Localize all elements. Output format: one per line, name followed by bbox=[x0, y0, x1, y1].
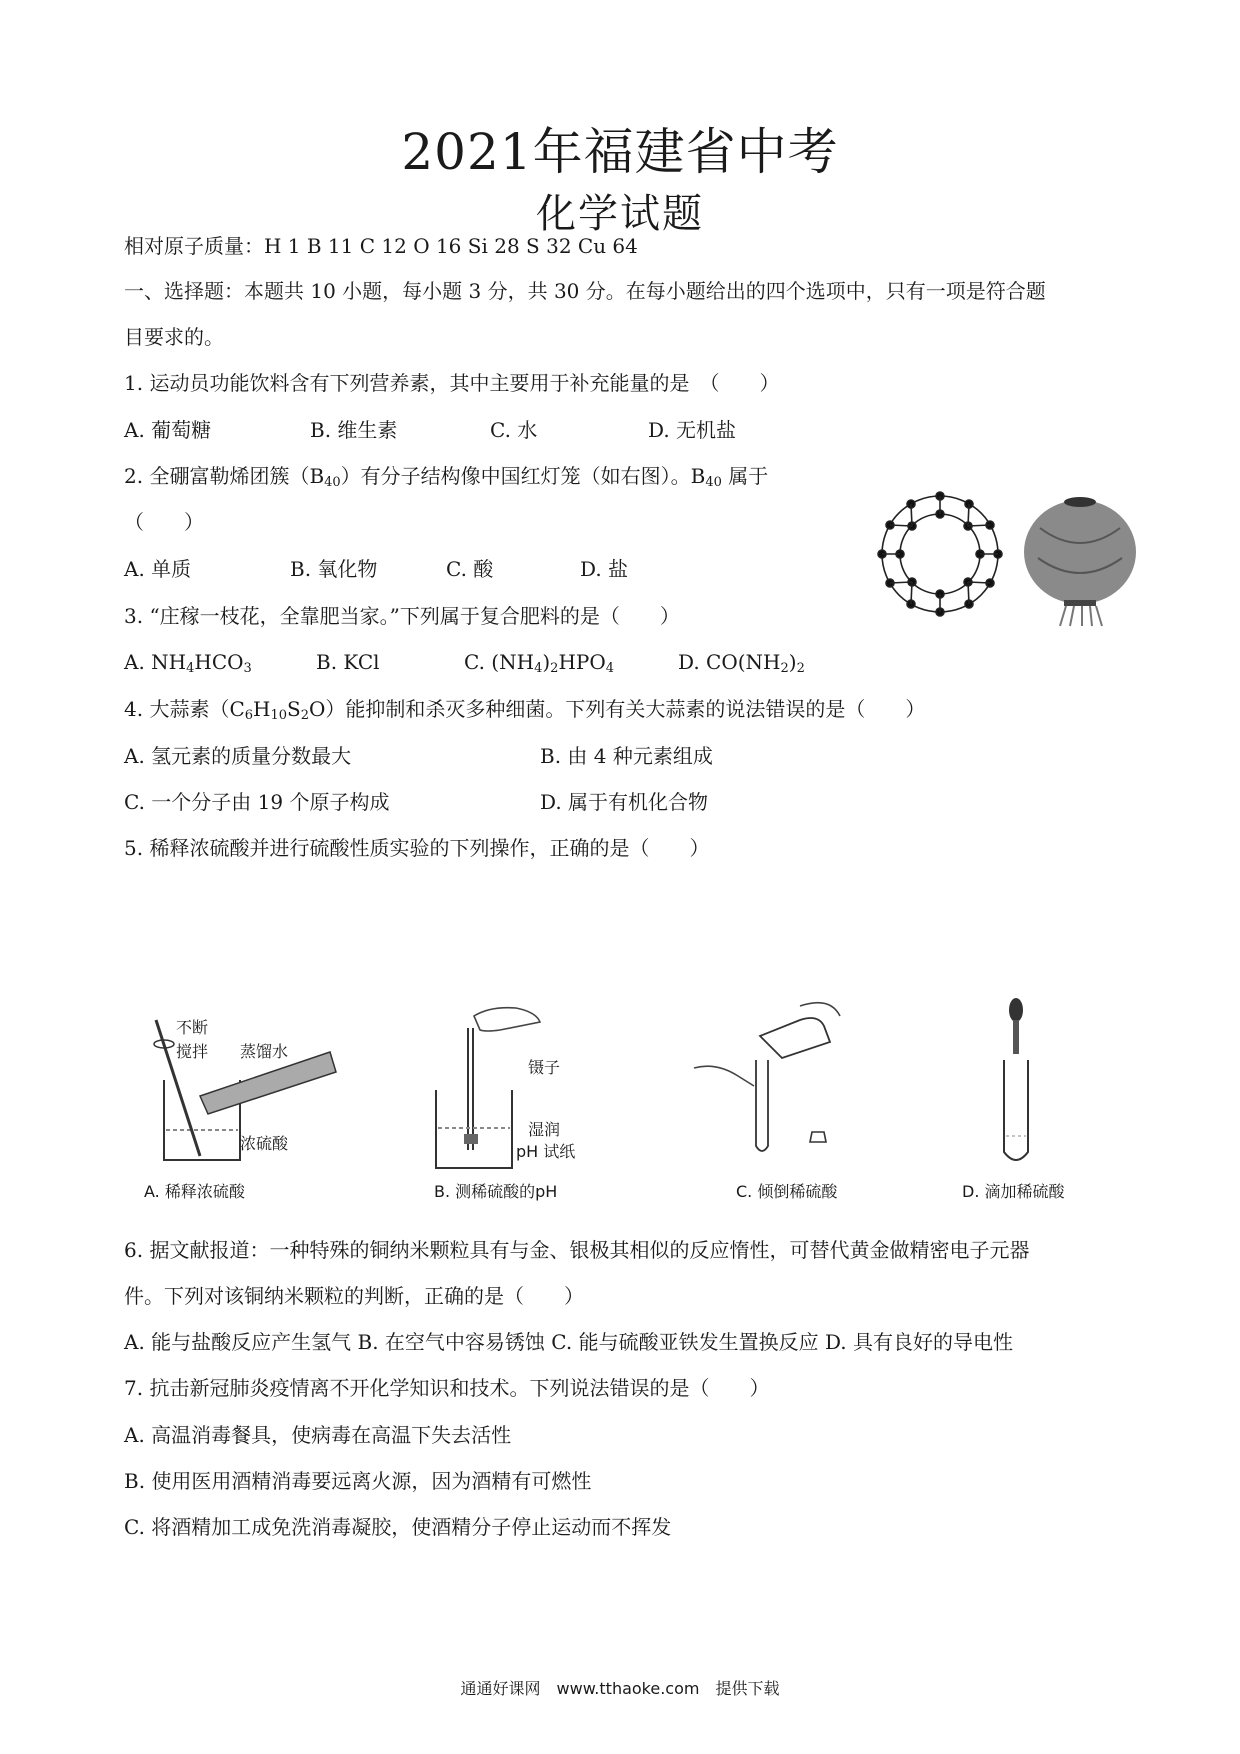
q4-option-a: A. 氢元素的质量分数最大 bbox=[124, 744, 352, 768]
ph-paper-icon bbox=[464, 1134, 478, 1144]
q5-caption-c: C. 倾倒稀硫酸 bbox=[736, 1182, 838, 1201]
q5-stem: 5. 稀释浓硫酸并进行硫酸性质实验的下列操作，正确的是（ ） bbox=[124, 836, 710, 860]
test-tube-icon bbox=[1004, 1060, 1028, 1160]
q6-line1: 6. 据文献报道：一种特殊的铜纳米颗粒具有与金、银极其相似的反应惰性，可替代黄金做精密电子元器 bbox=[124, 1238, 1030, 1262]
page-subtitle: 化学试题 bbox=[536, 191, 704, 237]
q6-line2: 件。下列对该铜纳米颗粒的判断，正确的是（ ） bbox=[124, 1284, 584, 1308]
q1-option-b: B. 维生素 bbox=[310, 418, 398, 442]
q4-option-b: B. 由 4 种元素组成 bbox=[540, 744, 713, 768]
q5-a-label-stir: 不断 搅拌 bbox=[176, 1018, 209, 1061]
q2-option-c: C. 酸 bbox=[446, 557, 494, 581]
page-title: 2021年福建省中考 bbox=[401, 123, 839, 181]
b40-cluster-icon bbox=[878, 492, 1002, 616]
q7-option-c: C. 将酒精加工成免洗消毒凝胶，使酒精分子停止运动而不挥发 bbox=[124, 1515, 672, 1539]
page-footer: 通通好课网 www.tthaoke.com 提供下载 bbox=[460, 1679, 780, 1698]
q3-stem: 3. “庄稼一枝花，全靠肥当家。”下列属于复合肥料的是（ ） bbox=[124, 604, 680, 628]
q4-option-c: C. 一个分子由 19 个原子构成 bbox=[124, 790, 390, 814]
q5-a-label-acid: 浓硫酸 bbox=[240, 1134, 289, 1153]
hand-icon bbox=[694, 1066, 754, 1086]
q5-figure-d bbox=[990, 996, 1070, 1172]
tweezers-icon bbox=[468, 1028, 473, 1150]
red-lantern-icon bbox=[1024, 497, 1136, 626]
q5-b-label-tweezer: 镊子 bbox=[528, 1058, 561, 1077]
q1-option-c: C. 水 bbox=[490, 418, 538, 442]
hand-icon bbox=[474, 1008, 540, 1031]
q2-option-a: A. 单质 bbox=[124, 557, 192, 581]
q5-b-label-wet: 湿润 bbox=[528, 1120, 561, 1139]
q5-caption-d: D. 滴加稀硫酸 bbox=[962, 1182, 1065, 1201]
q3-option-c: C. $(NH_4)_2HPO_4$ bbox=[464, 650, 615, 676]
q3-option-a: A. $NH_4HCO_3$ bbox=[124, 650, 252, 676]
q5-figure-c bbox=[690, 996, 870, 1172]
bottle-stopper-icon bbox=[810, 1132, 826, 1142]
q1-stem: 1. 运动员功能饮料含有下列营养素，其中主要用于补充能量的是 （ ） bbox=[124, 371, 780, 395]
q5-a-label-water: 蒸馏水 bbox=[240, 1042, 289, 1061]
q7-option-b: B. 使用医用酒精消毒要远离火源，因为酒精有可燃性 bbox=[124, 1469, 592, 1493]
q4-stem: 4. 大蒜素$(C_6H_{10}S_2O)$能抑制和杀灭多种细菌。下列有关大蒜素的说法错误的是（ ） bbox=[124, 697, 926, 723]
q7-stem: 7. 抗击新冠肺炎疫情离不开化学知识和技术。下列说法错误的是（ ） bbox=[124, 1376, 770, 1400]
q5-caption-a: A. 稀释浓硫酸 bbox=[144, 1182, 245, 1201]
q7-option-a: A. 高温消毒餐具，使病毒在高温下失去活性 bbox=[124, 1423, 512, 1447]
q2-option-d: D. 盐 bbox=[580, 557, 629, 581]
q5-caption-b: B. 测稀硫酸的pH bbox=[434, 1182, 558, 1201]
q6-options: A. 能与盐酸反应产生氢气 B. 在空气中容易锈蚀 C. 能与硫酸亚铁发生置换反应 D. 具有良好的导电性 bbox=[124, 1330, 1013, 1354]
section-header-line1: 一、选择题：本题共 10 小题，每小题 3 分，共 30 分。在每小题给出的四个选项中，只有一项是符合题 bbox=[124, 279, 1046, 303]
q3-option-d: D. $CO(NH_2)_2$ bbox=[678, 650, 805, 676]
q4-option-d: D. 属于有机化合物 bbox=[540, 790, 709, 814]
q1-option-a: A. 葡萄糖 bbox=[124, 418, 212, 442]
test-tube-icon bbox=[756, 1060, 768, 1151]
q1-option-d: D. 无机盐 bbox=[648, 418, 737, 442]
q2-bracket: （ ） bbox=[124, 510, 204, 534]
q5-b-label-ph: pH 试纸 bbox=[516, 1142, 576, 1161]
reagent-bottle-icon bbox=[760, 1003, 840, 1058]
section-header-line2: 目要求的。 bbox=[124, 325, 224, 349]
q3-option-b: B. KCl bbox=[316, 650, 380, 674]
q2-stem: 2. 全硼富勒烯团簇$(B_{40})$有分子结构像中国红灯笼（如右图）。$B_{40}$ 属于 bbox=[124, 464, 769, 490]
q2-option-b: B. 氧化物 bbox=[290, 557, 378, 581]
b40-lantern-figure bbox=[870, 488, 1150, 628]
atomic-mass-line: 相对原子质量：H 1 B 11 C 12 O 16 Si 28 S 32 Cu 64 bbox=[124, 234, 638, 258]
dropper-icon bbox=[1009, 998, 1023, 1054]
